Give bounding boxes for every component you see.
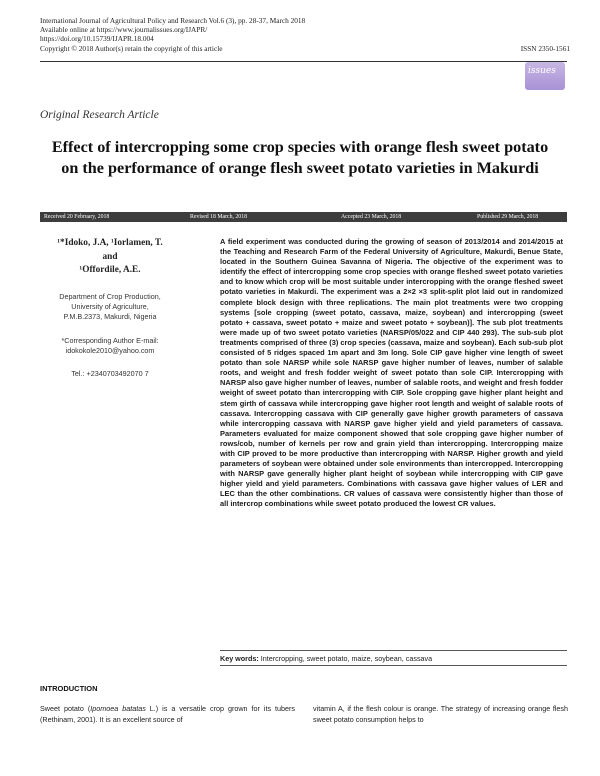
keywords-text: Intercropping, sweet potato, maize, soybean, cassava — [260, 654, 433, 663]
author-email[interactable]: idokokole2010@yahoo.com — [65, 346, 155, 355]
journal-citation: International Journal of Agricultural Policy and Research Vol.6 (3), pp. 28-37, March 2018 — [40, 16, 306, 25]
copyright-notice: Copyright © 2018 Author(s) retain the copyright of this article — [40, 43, 223, 53]
journal-logo-text: issues — [528, 66, 556, 76]
keywords-label: Key words: — [220, 654, 259, 663]
journal-logo — [525, 62, 565, 90]
affiliation — [40, 292, 180, 322]
keywords-top-rule — [220, 650, 567, 651]
author-line-1: ¹*Idoko, J.A, ¹Iorlamen, T. — [57, 238, 163, 248]
header-divider — [40, 61, 567, 62]
correspondence-label: *Corresponding Author E-mail: — [61, 336, 159, 345]
species-name: Ipomoea batatas — [90, 704, 146, 713]
doi-link[interactable]: https://doi.org/10.15739/IJAPR.18.004 — [40, 34, 154, 44]
dates-bar — [40, 212, 567, 222]
author-line-3: ¹Offordile, A.E. — [79, 265, 141, 275]
affiliation-line-2: University of Agriculture, — [71, 302, 149, 311]
introduction-heading: INTRODUCTION — [40, 684, 98, 693]
journal-availability[interactable]: Available online at https://www.journalissues.org/IJAPR/ — [40, 25, 208, 35]
author-telephone: Tel.: +2340703492070 7 — [71, 369, 149, 378]
affiliation-line-1: Department of Crop Production, — [59, 292, 161, 301]
article-type: Original Research Article — [40, 109, 159, 121]
published-date: Published 29 March, 2018 — [477, 214, 539, 220]
keywords — [220, 654, 567, 664]
author-line-2: and — [102, 251, 118, 262]
accepted-date: Accepted 23 March, 2018 — [341, 214, 402, 220]
abstract: A field experiment was conducted during the growing of season of 2013/2014 and 2014/2015 at the Teaching and Research Farm of the Federal University of Agriculture, Makurdi, Benue State, located in the Southern Guinea Savanna of Nigeria. The objective of the experiment was to identify the effect of intercropping some crop species with orange fleshed sweet potato varieties and to know which crop will be most suitable under intercropping with the orange fleshed sweet potato varieties in Makurdi. The experiment was a 2×2 ×3 split-split plot laid out in randomized complete block design with three replications. The main plot treatments were two cropping systems [sole cropping (sweet potato, cassava, maize, soybean) and intercropping (sweet potato + cassava, sweet potato + maize and sweet potato + soybean)]. The sub plot treatments were made up of two sweet potato varieties (NARSP/05/022 and CIP 440 293). The sub-sub plot treatments comprised of three (3) crop species (cassava, maize and soybean). Each sub-sub plot consisted of 5 ridges spaced 1m apart and 3m long. Sole CIP gave higher vine length of sweet potato than sole NARSP while sole NARSP gave higher number of leaves, number of salable roots, and weight and fresh fodder weight of sweet potato than sole CIP. Intercropping with NARSP also gave higher number of leaves, number of salable roots, and weight and fresh fodder weight of sweet potato than intercropping with CIP. Sole cropping gave higher plant height and stem girth of cassava while intercropping gave higher root length and weight of salable roots of cassava. Intercropping cassava with CIP generally gave higher growth parameters of cassava while intercropping cassava with NARSP gave higher yield and yield parameters of cassava. Parameters evaluated for maize component showed that sole cropping gave higher number of rows/cob, number of kernels per row and grain yield than intercropping. Intercropping maize with CIP proved to be more productive than intercropping with NARSP. Higher growth and yield parameters of soybean were obtained under sole environments than intercropped. Intercropping with NARSP gave generally higher plant height of soybean while intercropping with CIP gave higher yield and yield parameters. Combinations with cassava gave higher values of LER and LEC than the other combinations. CR values of cassava were consistently higher than those of all intercrop combinations while sweet potato produced the lowest CR values. — [220, 237, 563, 509]
keywords-bottom-rule — [220, 665, 567, 666]
received-date: Received 20 February, 2018 — [44, 214, 110, 220]
intro-column-1 — [40, 704, 295, 725]
intro-col1-pre: Sweet potato ( — [40, 704, 91, 713]
issn: ISSN 2350-1561 — [520, 43, 570, 53]
journal-header — [40, 16, 570, 53]
intro-col1-post: L.) is a versatile crop grown for its tubers (Rethinam, 2001). It is an excellent source of — [40, 704, 296, 724]
intro-column-2: vitamin A, if the flesh colour is orange. The strategy of increasing orange flesh sweet potato consumption helps to — [313, 704, 568, 724]
affiliation-line-3: P.M.B.2373, Makurdi, Nigeria — [63, 312, 157, 321]
revised-date: Revised 18 March, 2018 — [190, 214, 247, 220]
correspondence — [40, 336, 180, 356]
article-title: Effect of intercropping some crop species with orange flesh sweet potato on the performance of orange flesh sweet potato varieties in Makurdi — [51, 138, 549, 177]
authors — [40, 237, 180, 278]
